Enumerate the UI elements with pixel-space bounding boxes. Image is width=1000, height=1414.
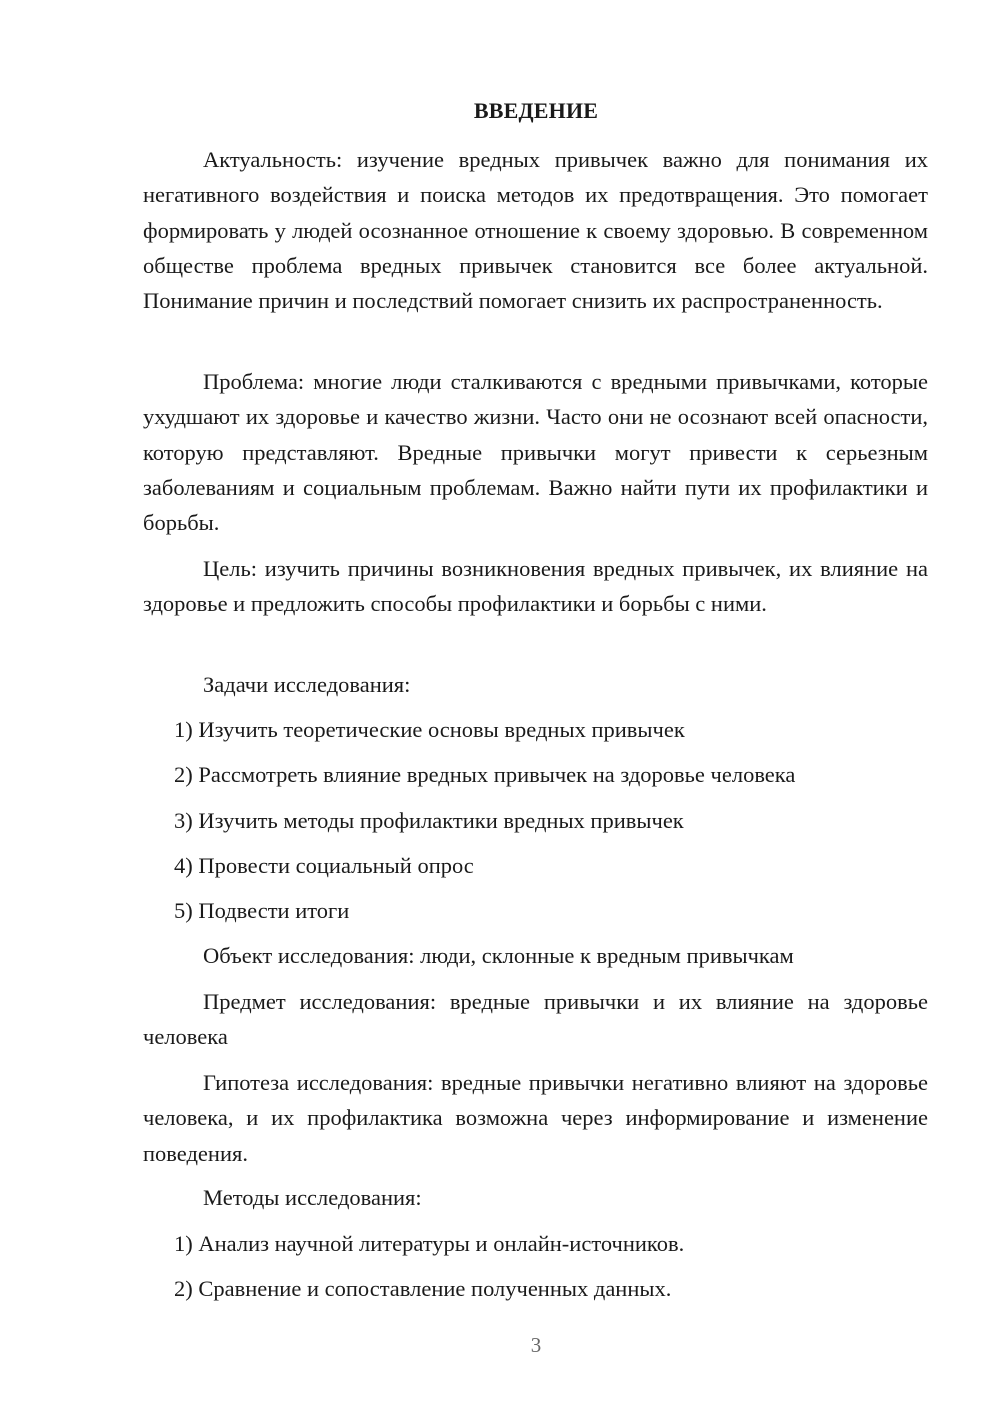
problem-paragraph: Проблема: многие люди сталкиваются с вредными привычками, которые ухудшают их здоровье и качество жизни. Часто они не осознают всей опасности, которую представляют. Вредные привычки могут привести к серьезным заболеваниям и социальным проблемам. Важно найти пути их профилактики и борьбы.	[143, 369, 928, 536]
section-heading: ВВЕДЕНИЕ	[473, 98, 599, 123]
method-item: 1) Анализ научной литературы и онлайн-источников.	[174, 1231, 685, 1256]
task-item: 4) Провести социальный опрос	[174, 853, 474, 878]
task-item: 1) Изучить теоретические основы вредных привычек	[174, 717, 685, 742]
subject-paragraph: Предмет исследования: вредные привычки и их влияние на здоровье человека	[143, 989, 928, 1050]
goal-paragraph: Цель: изучить причины возникновения вредных привычек, их влияние на здоровье и предложить способы профилактики и борьбы с ними.	[143, 556, 928, 617]
hypothesis-paragraph: Гипотеза исследования: вредные привычки негативно влияют на здоровье человека, и их профилактика возможна через информирование и изменение поведения.	[143, 1070, 928, 1166]
relevance-paragraph: Актуальность: изучение вредных привычек важно для понимания их негативного воздействия и поиска методов их предотвращения. Это помогает формировать у людей осознанное отношение к своему здоровью. В современном обществе проблема вредных привычек становится все более актуальной. Понимание причин и последствий помогает снизить их распространенность.	[143, 147, 928, 314]
method-item: 2) Сравнение и сопоставление полученных данных.	[174, 1276, 672, 1301]
task-item: 3) Изучить методы профилактики вредных привычек	[174, 808, 684, 833]
methods-title: Методы исследования:	[203, 1185, 422, 1210]
page-number: 3	[530, 1333, 542, 1357]
task-item: 2) Рассмотреть влияние вредных привычек на здоровье человека	[174, 762, 796, 787]
object-paragraph: Объект исследования: люди, склонные к вредным привычкам	[203, 943, 794, 968]
tasks-title: Задачи исследования:	[203, 672, 411, 697]
task-item: 5) Подвести итоги	[174, 898, 350, 923]
